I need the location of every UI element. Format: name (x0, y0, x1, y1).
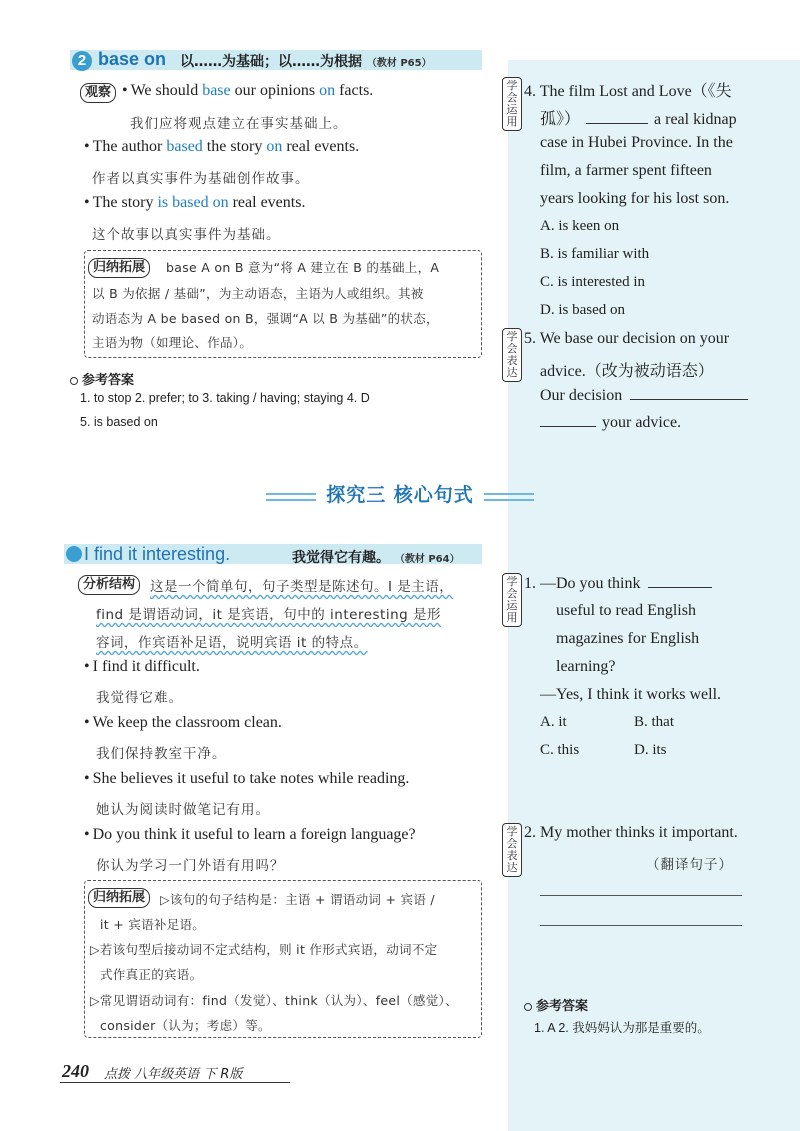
q4-line-4: film, a farmer spent fifteen (540, 162, 712, 179)
example-3-cn: 这个故事以真实事件为基础。 (92, 227, 281, 243)
section3-dot-icon (66, 546, 82, 562)
summary2-line-2: it + 宾语补足语。 (100, 917, 206, 932)
summary2-line-1: ▷该句的句子结构是：主语 + 谓语动词 + 宾语 / (160, 892, 435, 907)
s3-example-4-en: • Do you think it useful to learn a foreign language? (84, 826, 416, 844)
page-number: 240 (62, 1061, 89, 1081)
answers-1-head: 参考答案 (70, 369, 134, 388)
summary1-line-2: 以 B 为依据 / 基础”，为主动语态，主语为人或组织。其被 (92, 286, 424, 301)
s3-example-3-en: • She believes it useful to take notes while reading. (84, 770, 409, 788)
analysis-tag: 分析结构 (78, 575, 140, 595)
learn-express-tag-1: 学会表达 (502, 328, 522, 382)
section2-title-cn-text: 以……为基础；以……为根据 (180, 54, 362, 70)
q5-blank-2[interactable] (540, 413, 596, 427)
q4-blank[interactable] (586, 110, 648, 124)
summary-tag-1-wrap (88, 256, 150, 278)
s3-example-1-en: • I find it difficult. (84, 658, 200, 676)
section3-title-cn: 我觉得它有趣。 （教材 P64） (292, 550, 460, 566)
analysis-line-2: find 是谓语动词，it 是宾语，句中的 interesting 是形 (96, 607, 442, 623)
r2-q1-line-2: useful to read English (556, 602, 696, 619)
learn-use-tag-2: 学会运用 (502, 573, 522, 627)
q4-option-a[interactable]: A. is keen on (540, 218, 620, 234)
q4-option-d[interactable]: D. is based on (540, 302, 625, 318)
s3-example-1-cn: 我觉得它难。 (96, 690, 183, 706)
r2-q1-line-1: 1. —Do you think (524, 574, 712, 593)
summary1-line-4: 主语为物（如理论、作品）。 (92, 335, 253, 350)
learn-use-tag-1: 学会运用 (502, 77, 522, 131)
r2-q1-option-c[interactable]: C. this (540, 742, 580, 758)
observe-tag: 观察 (80, 83, 116, 103)
r2-q1-option-a[interactable]: A. it (540, 714, 567, 730)
r2-q2-answer-line-2[interactable] (540, 925, 742, 926)
analysis-line-1: 这是一个简单句，句子类型是陈述句。I 是主语， (150, 579, 454, 595)
q4-option-c[interactable]: C. is interested in (540, 274, 645, 290)
example-1-cn: 我们应将观点建立在事实基础上。 (130, 116, 348, 132)
banner-title: 探究三 核心句式 (326, 484, 474, 506)
answers-2-head: 参考答案 (524, 995, 588, 1014)
summary1-line-3: 动语态为 A be based on B，强调“A 以 B 为基础”的状态， (92, 311, 439, 326)
s3-example-2-cn: 我们保持教室干净。 (96, 746, 227, 762)
summary2-line-6: consider（认为；考虑）等。 (100, 1018, 271, 1033)
answer-dot-icon (70, 377, 78, 385)
section2-title-en: base on (98, 49, 167, 69)
summary-tag-2: 归纳拓展 (88, 888, 150, 908)
q5-line-4: your advice. (540, 413, 681, 432)
q4-line-1: 4. The film Lost and Love（《失 (524, 83, 732, 100)
r2-q1-line-4: learning? (556, 658, 616, 675)
s3-example-2-en: • We keep the classroom clean. (84, 714, 282, 732)
banner-right-lines (484, 493, 534, 501)
q5-blank-1[interactable] (630, 386, 748, 400)
example-3-en: • The story is based on real events. (84, 194, 305, 212)
answers-1-line-2: 5. is based on (80, 415, 158, 429)
r2-q2-line-1: 2. My mother thinks it important. (524, 824, 738, 841)
footer-rule (60, 1082, 290, 1083)
q4-option-b[interactable]: B. is familiar with (540, 246, 650, 262)
r2-q1-line-3: magazines for English (556, 630, 700, 647)
section2-number-badge: 2 (72, 51, 92, 71)
r2-q1-line-5: —Yes, I think it works well. (540, 686, 722, 703)
summary-tag-2-wrap (88, 886, 150, 908)
observe-tag-wrap (80, 81, 116, 103)
section2-ref: （教材 P65） (366, 58, 432, 69)
section2-title-cn (180, 51, 432, 71)
r2-q2-line-2: （翻译句子） (646, 857, 733, 873)
q5-line-1: 5. We base our decision on your (524, 330, 730, 347)
learn-express-tag-2: 学会表达 (502, 823, 522, 877)
answers-1-line-1: 1. to stop 2. prefer; to 3. taking / having; staying 4. D (80, 391, 370, 405)
r2-q1-option-b[interactable]: B. that (634, 714, 674, 730)
section3-title-en: I find it interesting. (84, 544, 231, 564)
banner-left-lines (266, 493, 316, 501)
q4-line-2: 孤》） a real kidnap (540, 111, 737, 128)
r2-q2-answer-line-1[interactable] (540, 895, 742, 896)
summary2-line-3: ▷若该句型后接动词不定式结构，则 it 作形式宾语，动词不定 (90, 942, 438, 957)
example-2-cn: 作者以真实事件为基础创作故事。 (92, 171, 310, 187)
answers-2-line: 1. A 2. 我妈妈认为那是重要的。 (534, 1021, 710, 1035)
section3-ref: （教材 P64） (394, 554, 460, 565)
summary1-line-1: base A on B 意为“将 A 建立在 B 的基础上，A (166, 260, 440, 275)
q5-line-3: Our decision (540, 386, 748, 405)
summary2-line-5: ▷常见谓语动词有：find（发觉）、think（认为）、feel（感觉）、 (90, 993, 458, 1008)
answer-dot-icon-2 (524, 1003, 532, 1011)
example-1-en: • We should base our opinions on facts. (122, 82, 373, 100)
s3-example-4-cn: 你认为学习一门外语有用吗？ (96, 858, 285, 874)
q5-line-2: advice.（改为被动语态） (540, 363, 714, 380)
q4-line-5: years looking for his lost son. (540, 190, 730, 207)
example-2-en: • The author based the story on real events. (84, 138, 359, 156)
analysis-line-3: 容词，作宾语补足语，说明宾语 it 的特点。 (96, 635, 368, 651)
section-banner (0, 480, 800, 507)
analysis-tag-wrap (78, 573, 140, 595)
r2-q1-blank[interactable] (648, 574, 712, 588)
summary-tag-1: 归纳拓展 (88, 258, 150, 278)
s3-example-3-cn: 她认为阅读时做笔记有用。 (96, 802, 270, 818)
q4-line-3: case in Hubei Province. In the (540, 134, 733, 151)
r2-q1-option-d[interactable]: D. its (634, 742, 667, 758)
footer-text: 点拨 八年级英语 下 R版 (104, 1067, 243, 1082)
summary2-line-4: 式作真正的宾语。 (100, 967, 203, 982)
